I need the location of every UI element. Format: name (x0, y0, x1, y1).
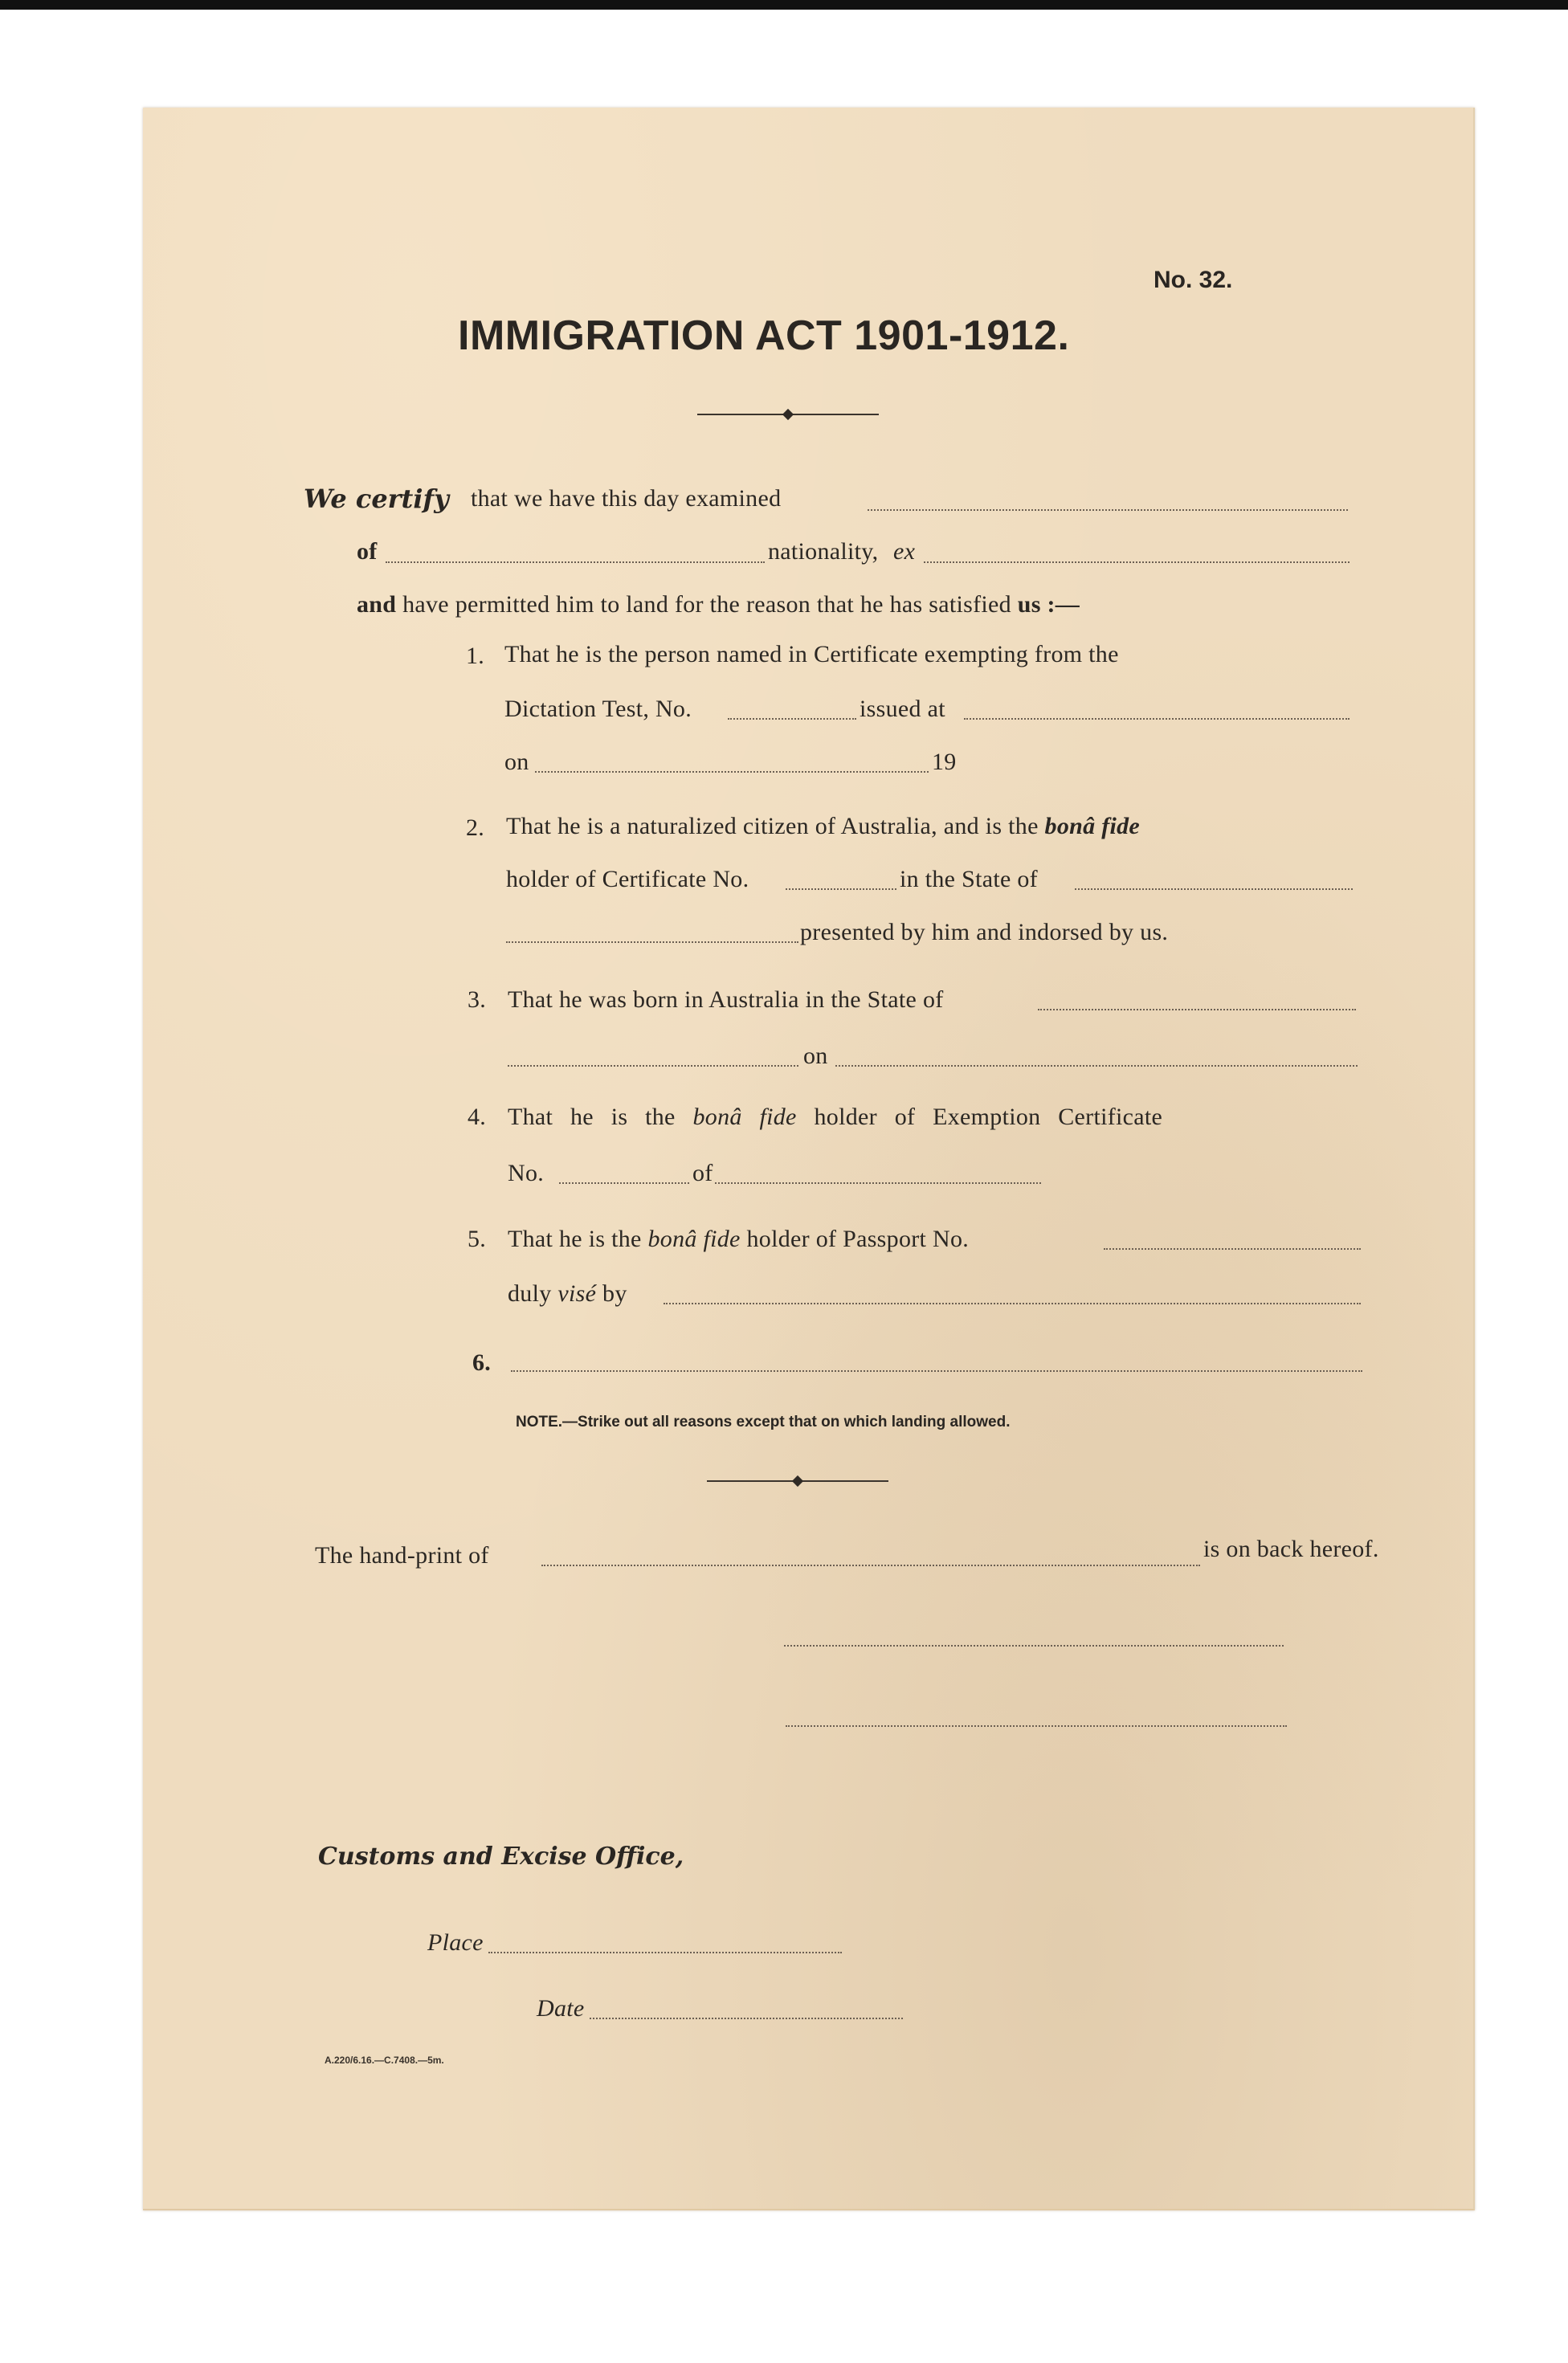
strike-out-note: NOTE.—Strike out all reasons except that on which landing allowed. (516, 1414, 1011, 1430)
passport-no-field[interactable] (1104, 1248, 1361, 1250)
form-title: IMMIGRATION ACT 1901-1912. (458, 312, 1070, 359)
place-label: Place (427, 1929, 484, 1956)
reason-5-duly: duly (508, 1280, 552, 1307)
birth-state-field[interactable] (1038, 1009, 1356, 1010)
reason-4-bona-fide: bonâ fide (692, 1104, 797, 1130)
reason-5-by: by (602, 1280, 627, 1307)
certificate-no-field[interactable] (786, 888, 896, 890)
permitted-line (357, 591, 1080, 618)
reason-4-line1-text-c: holder of Exemption Certificate (814, 1104, 1163, 1130)
reason-4-number: 4. (468, 1104, 487, 1130)
of-label: of (357, 538, 378, 565)
reason-4-line1 (508, 1104, 1162, 1131)
reason-5-line1-text-c: holder of Passport No. (746, 1226, 970, 1252)
permitted-prefix: and (357, 591, 397, 618)
certify-lead: We certify (304, 484, 449, 514)
reason-5-line2 (508, 1280, 627, 1308)
permitted-text: have permitted him to land for the reason that he has satisfied (402, 591, 1011, 618)
handprint-suffix: is on back hereof. (1203, 1536, 1379, 1562)
issued-at-field[interactable] (964, 718, 1350, 720)
date-field[interactable] (590, 2018, 903, 2019)
place-field[interactable] (488, 1952, 842, 1953)
examined-name-field[interactable] (868, 509, 1348, 511)
reason-2-number: 2. (466, 814, 485, 841)
reason-1-line1: That he is the person named in Certificate exempting from the (504, 641, 1119, 667)
birth-place-field[interactable] (508, 1065, 798, 1067)
reason-4-of-label: of (692, 1160, 713, 1186)
reason-5-bona-fide: bonâ fide (647, 1226, 741, 1252)
reason-1-dictation-label: Dictation Test, No. (504, 696, 692, 722)
print-code: A.220/6.16.—C.7408.—5m. (325, 2055, 444, 2066)
reason-4-line1-text-a: That he is the (508, 1104, 676, 1130)
signature-line-2[interactable] (786, 1725, 1287, 1727)
reason-1-number: 1. (466, 643, 485, 669)
form-number: No. 32. (1154, 267, 1233, 293)
reason-5-line1-text-a: That he is the (508, 1226, 642, 1252)
vise-by-field[interactable] (664, 1303, 1361, 1304)
ex-label: ex (893, 538, 916, 565)
nationality-label: nationality, (768, 538, 879, 565)
handprint-label: The hand-print of (315, 1542, 489, 1569)
top-border (0, 0, 1568, 10)
birth-date-field[interactable] (835, 1065, 1358, 1067)
handprint-name-field[interactable] (541, 1565, 1200, 1566)
reason-6-number: 6. (472, 1349, 492, 1376)
reason-5-vise: visé (557, 1280, 597, 1307)
reason-2-presented-field[interactable] (506, 941, 798, 943)
exemption-certificate-no-field[interactable] (559, 1182, 689, 1184)
reason-2-state-label: in the State of (900, 866, 1038, 892)
permitted-us: us :— (1017, 591, 1080, 618)
reason-2-line1 (506, 813, 1140, 840)
dictation-test-no-field[interactable] (728, 718, 856, 720)
reason-6-field[interactable] (511, 1370, 1362, 1372)
reason-1-on-label: on (504, 749, 529, 775)
form-sheet (143, 108, 1475, 2210)
reason-2-presented-label: presented by him and indorsed by us. (800, 919, 1169, 945)
reason-4-no-label: No. (508, 1160, 545, 1186)
reason-1-year-label: 19 (932, 749, 957, 775)
reason-3-on-label: on (803, 1043, 828, 1069)
reason-3-number: 3. (468, 986, 487, 1013)
reason-1-date-field[interactable] (535, 771, 929, 773)
reason-2-certificate-label: holder of Certificate No. (506, 866, 749, 892)
reason-5-line1 (508, 1226, 969, 1253)
reason-5-number: 5. (468, 1226, 487, 1252)
ex-field[interactable] (924, 561, 1350, 563)
reason-2-line1-text: That he is a naturalized citizen of Australia, and is the (506, 813, 1039, 839)
signature-line-1[interactable] (784, 1645, 1284, 1647)
reason-2-state-field[interactable] (1075, 888, 1353, 890)
reason-2-bona-fide: bonâ fide (1044, 813, 1141, 839)
exemption-certificate-of-field[interactable] (715, 1182, 1041, 1184)
reason-3-line1: That he was born in Australia in the State of (508, 986, 944, 1013)
certify-text: that we have this day examined (471, 485, 782, 512)
reason-1-issued-label: issued at (860, 696, 945, 722)
date-label: Date (537, 1995, 585, 2022)
customs-office-label: Customs and Excise Office, (318, 1843, 684, 1871)
of-field[interactable] (386, 561, 765, 563)
